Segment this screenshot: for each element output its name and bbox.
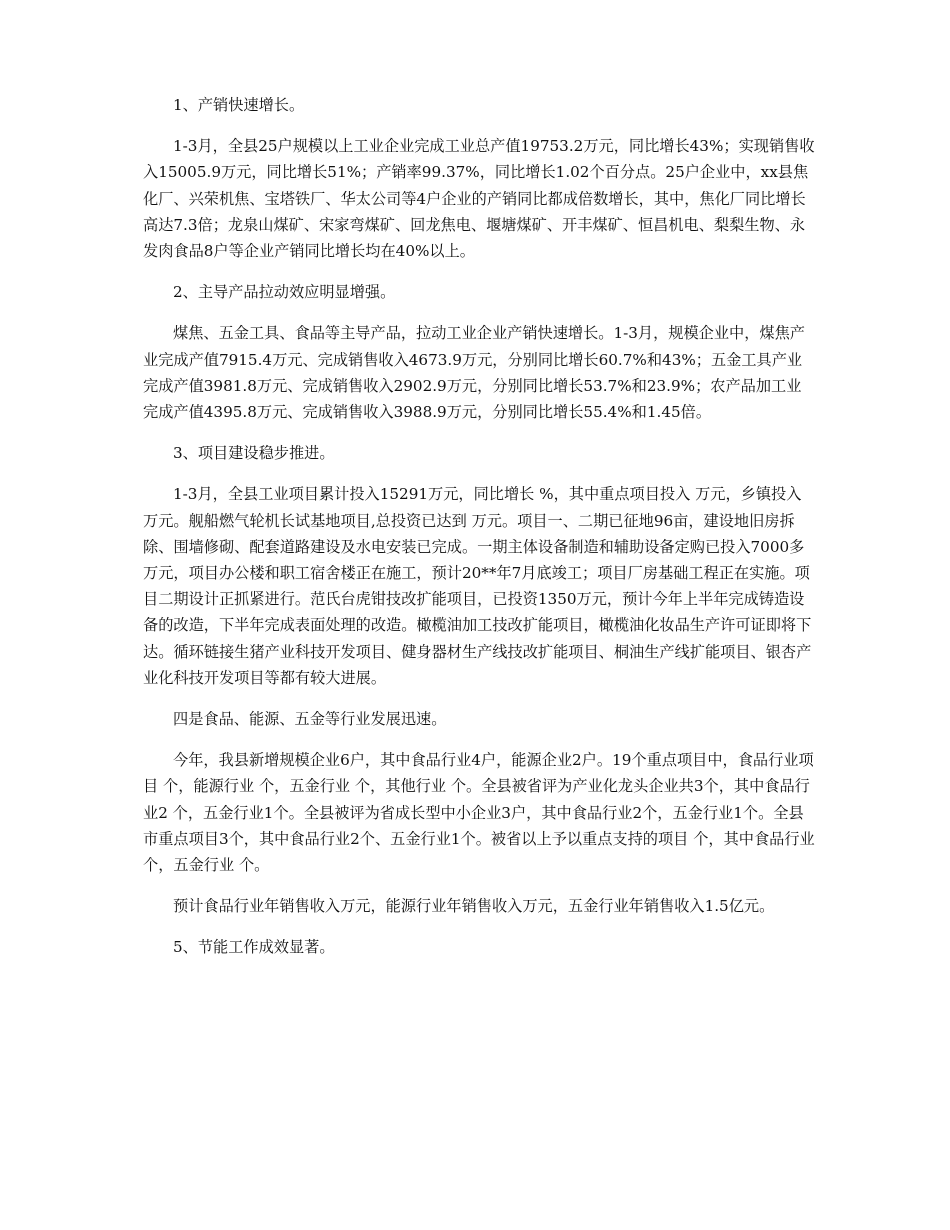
- paragraph-5: 预计食品行业年销售收入万元，能源行业年销售收入万元，五金行业年销售收入1.5亿元。: [173, 897, 775, 916]
- paragraph-2: 煤焦、五金工具、食品等主导产品，拉动工业企业产销快速增长。1-3月，规模企业中，煤焦产业完成产值7915.4万元、完成销售收入4673.9万元，分别同比增长60.7%和43%；五金工具产业完成产值3981.8万元、完成销售收入2902.9万元，分别同比增长53.7%和23.9%；农产品加工业完成产值4395.8万元、完成销售收入3988.9万元，分别同比增长55.4%和1.45倍。: [143, 324, 805, 422]
- section-heading-3: 3、项目建设稳步推进。: [173, 444, 335, 463]
- section-heading-1: 1、产销快速增长。: [173, 96, 305, 114]
- section-heading-5: 5、节能工作成效显著。: [173, 938, 335, 957]
- document-body: [143, 92, 815, 976]
- paragraph-1: 1-3月，全县25户规模以上工业企业完成工业总产值19753.2万元，同比增长43%；实现销售收入15005.9万元，同比增长51%；产销率99.37%，同比增长1.02个百分点。25户企业中，xx县焦化厂、兴荣机焦、宝塔铁厂、华太公司等4户企业的产销同比都成倍数增长，其中，焦化厂同比增长高达7.3倍；龙泉山煤矿、宋家弯煤矿、回龙焦电、堰塘煤矿、开丰煤矿、恒昌机电、梨梨生物、永发肉食品8户等企业产销同比增长均在40%以上。: [143, 137, 815, 261]
- section-heading-2: 2、主导产品拉动效应明显增强。: [173, 283, 396, 302]
- paragraph-4: 今年，我县新增规模企业6户，其中食品行业4户，能源企业2户。19个重点项目中，食品行业项目 个，能源行业 个，五金行业 个，其他行业 个。全县被省评为产业化龙头企业共3个，其中食品行业2 个，五金行业1个。全县被评为省成长型中小企业3户，其中食品行业2个，五金行业1个。全县市重点项目3个，其中食品行业2个、五金行业1个。被省以上予以重点支持的项目 个，其中食品行业 个，五金行业 个。: [143, 751, 815, 875]
- section-heading-4: 四是食品、能源、五金等行业发展迅速。: [173, 710, 447, 729]
- paragraph-3: 1-3月，全县工业项目累计投入15291万元，同比增长 %，其中重点项目投入 万元，乡镇投入 万元。舰船燃气轮机长试基地项目,总投资已达到 万元。项目一、二期已征地96亩，建设地旧房拆除、围墙修砌、配套道路建设及水电安装已完成。一期主体设备制造和辅助设备定购已投入7000多万元，项目办公楼和职工宿舍楼正在施工，预计20**年7月底竣工；项目厂房基础工程正在实施。项目二期设计正抓紧进行。范氏台虎钳技改扩能项目，已投资1350万元，预计今年上半年完成铸造设备的改造，下半年完成表面处理的改造。橄榄油加工技改扩能项目，橄榄油化妆品生产许可证即将下达。循环链接生猪产业科技开发项目、健身器材生产线技改扩能项目、桐油生产线扩能项目、银杏产业化科技开发项目等都有较大进展。: [143, 485, 812, 687]
